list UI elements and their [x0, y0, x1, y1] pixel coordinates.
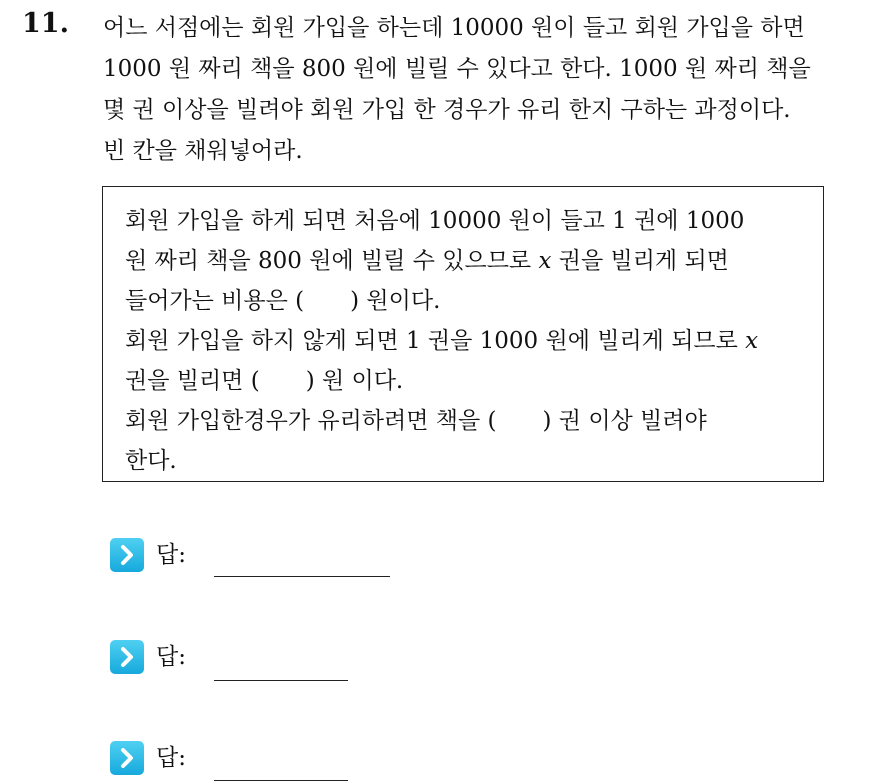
question-line: 1000 원 짜리 책을 800 원에 빌릴 수 있다고 한다. 1000 원 짜리 책을 — [103, 56, 811, 82]
box-text: 한다. — [125, 448, 177, 474]
box-line — [125, 361, 815, 401]
problem-box — [102, 186, 824, 482]
chevron-right-icon — [110, 640, 144, 674]
box-text: 들어가는 비용은 ( — [125, 288, 305, 314]
problem-box-content — [125, 201, 815, 481]
answer-input-line[interactable] — [214, 576, 390, 577]
box-text: 회원 가입을 하게 되면 처음에 10000 원이 들고 1 권에 1000 — [125, 208, 745, 234]
answer-label: 답: — [156, 542, 186, 568]
box-text: 회원 가입을 하지 않게 되면 1 권을 1000 원에 빌리게 되므로 — [125, 328, 746, 354]
box-text: 권을 빌리게 되면 — [551, 248, 729, 274]
answer-input-line[interactable] — [214, 780, 348, 781]
box-text: 원 짜리 책을 800 원에 빌릴 수 있으므로 — [125, 248, 539, 274]
box-text: ) 원 이다. — [305, 368, 404, 394]
question-number: 11. — [22, 8, 69, 39]
question-text — [103, 8, 873, 172]
question-line: 어느 서점에는 회원 가입을 하는데 10000 원이 들고 회원 가입을 하면 — [103, 15, 805, 41]
chevron-right-icon — [110, 538, 144, 572]
box-text: 권을 빌리면 ( — [125, 368, 260, 394]
variable-x: x — [745, 328, 759, 354]
answer-input-line[interactable] — [214, 680, 348, 681]
box-line — [125, 201, 815, 241]
box-line — [125, 321, 815, 361]
question-line: 빈 칸을 채워넣어라. — [103, 138, 303, 164]
box-line — [125, 401, 815, 441]
box-line — [125, 281, 815, 321]
box-text: 회원 가입한경우가 유리하려면 책을 ( — [125, 408, 497, 434]
box-text: ) 원이다. — [350, 288, 441, 314]
question-line: 몇 권 이상을 빌려야 회원 가입 한 경우가 유리 한지 구하는 과정이다. — [103, 97, 791, 123]
variable-x: x — [538, 248, 552, 274]
box-line — [125, 241, 815, 281]
box-text: ) 권 이상 빌려야 — [542, 408, 707, 434]
box-line — [125, 441, 815, 481]
chevron-right-icon — [110, 741, 144, 775]
answer-label: 답: — [156, 745, 186, 771]
answer-label: 답: — [156, 644, 186, 670]
